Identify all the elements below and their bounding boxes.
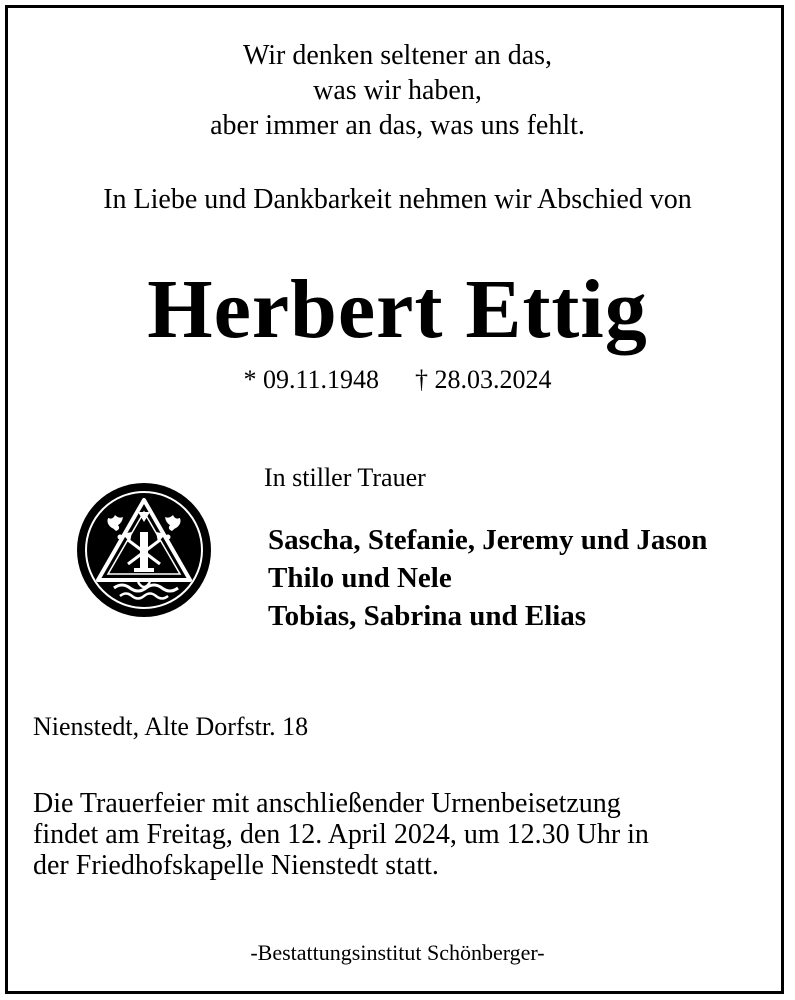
quote-line: aber immer an das, was uns fehlt.: [210, 110, 585, 141]
guild-emblem-icon: [76, 482, 212, 618]
service-line: Die Trauerfeier mit anschließender Urnenbeisetzung: [33, 788, 621, 819]
service-line: findet am Freitag, den 12. April 2024, um 12.30 Uhr in: [33, 819, 649, 850]
quote-line: Wir denken seltener an das,: [242, 40, 553, 71]
memorial-quote: [0, 38, 795, 143]
service-line: der Friedhofskapelle Nienstedt statt.: [33, 850, 439, 881]
quote-line: was wir haben,: [313, 75, 482, 106]
family-address: Nienstedt, Alte Dorfstr. 18: [33, 712, 309, 741]
farewell-intro: In Liebe und Dankbarkeit nehmen wir Abschied von: [103, 184, 692, 215]
mourning-heading: In stiller Trauer: [264, 463, 426, 492]
funeral-service-info: [33, 788, 649, 881]
mourner-line: Tobias, Sabrina und Elias: [268, 600, 587, 632]
funeral-home-credit: -Bestattungsinstitut Schönberger-: [250, 940, 545, 965]
death-date: † 28.03.2024: [415, 365, 552, 394]
deceased-name: Herbert Ettig: [147, 263, 648, 356]
mourner-line: Sascha, Stefanie, Jeremy und Jason: [268, 524, 708, 556]
mourner-line: Thilo und Nele: [268, 562, 452, 594]
mourners-list: [268, 521, 707, 635]
life-dates: [0, 365, 795, 395]
birth-date: * 09.11.1948: [243, 365, 380, 394]
